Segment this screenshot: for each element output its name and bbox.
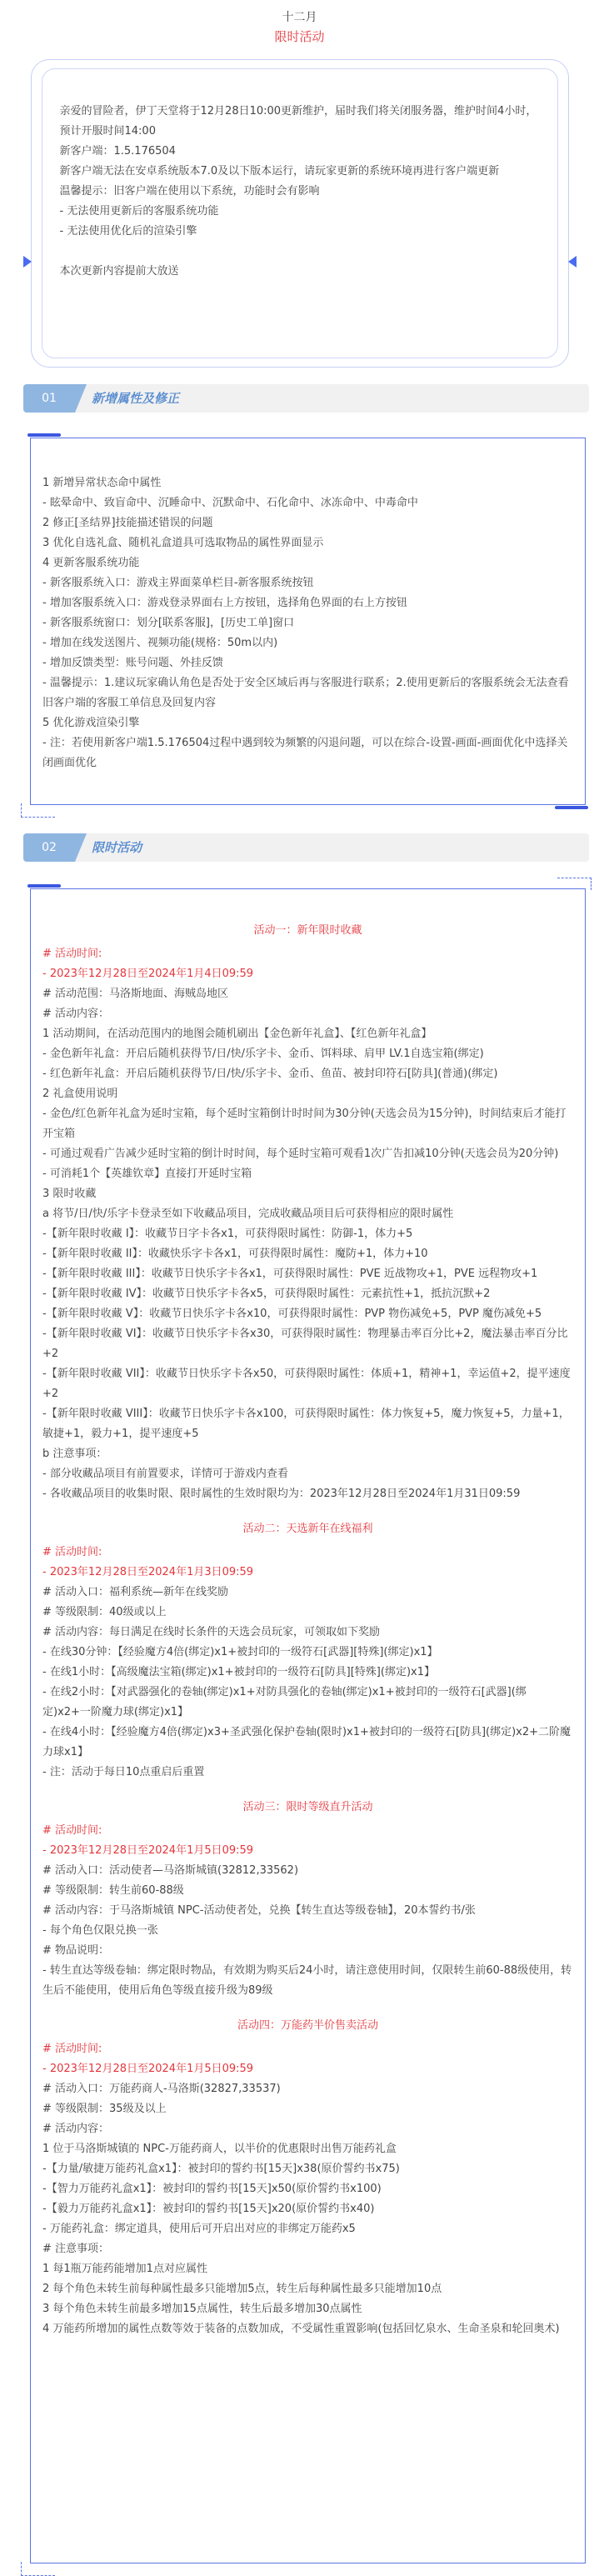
text-line: # 活动内容：于马洛斯城镇 NPC-活动使者处，兑换【转生直达等级卷轴】，20本誓约书/张 — [42, 1904, 476, 1917]
text-line: 新客户端：1.5.176504 — [59, 145, 176, 158]
text-line: -【新年限时收藏 V】：收藏节日快乐字卡各x10，可获得限时属性：PVP 物伤减免+5，PVP 魔伤减免+5 — [42, 1308, 542, 1320]
text-line: 2 修正[圣结界]技能描述错误的问题 — [42, 517, 213, 529]
page-subtitle: 限时活动 — [274, 29, 325, 44]
panel-dashed-decor — [557, 878, 592, 890]
text-line: -【新年限时收藏 VII】：收藏节日快乐字卡各x50，可获得限时属性：体质+1，精神+1，幸运值+2，提平速度+2 — [42, 1368, 571, 1400]
text-line: 1 新增异常状态命中属性 — [42, 477, 162, 489]
activity-title: 活动四：万能药半价售卖活动 — [237, 2019, 378, 2032]
text-line: - 无法使用更新后的客服系统功能 — [59, 205, 219, 218]
text-line: # 活动入口：福利系统—新年在线奖励 — [42, 1586, 229, 1598]
activity-block — [31, 1519, 585, 1783]
text-line: - 温馨提示：1.建议玩家确认角色是否处于安全区域后再与客服进行联系；2.使用更新后的客服系统会无法查看旧客户端的客服工单信息及回复内容 — [42, 677, 569, 709]
text-line: # 等级限制：35级及以上 — [42, 2103, 167, 2115]
activity-body — [31, 2039, 585, 2339]
text-line: 本次更新内容提前大放送 — [59, 265, 179, 278]
text-line: # 注意事项： — [42, 2243, 110, 2255]
text-line: -【新年限时收藏 VI】：收藏节日快乐字卡各x30，可获得限时属性：物理暴击率百分比+2，魔法暴击率百分比+2 — [42, 1328, 568, 1360]
text-line: - 部分收藏品项目有前置要求，详情可于游戏内查看 — [42, 1468, 288, 1480]
text-line: # 活动内容： — [42, 2123, 110, 2135]
activity-time: - 2023年12月28日至2024年1月5日09:59 — [42, 2063, 254, 2075]
text-line: -【新年限时收藏 III】：收藏节日快乐字卡各x1，可获得限时属性：PVE 近战物攻+1，PVE 远程物攻+1 — [42, 1268, 538, 1280]
text-line: -【智力万能药礼盒x1】：被封印的誓约书[15天]x50(原价誓约书x100) — [42, 2183, 382, 2195]
text-line: - 增加客服系统入口：游戏登录界面右上方按钮，选择角色界面的右上方按钮 — [42, 597, 407, 609]
text-line: -【新年限时收藏 I】：收藏节日字卡各x1，可获得限时属性：防御-1，体力+5 — [42, 1228, 413, 1240]
activity-time: - 2023年12月28日至2024年1月4日09:59 — [42, 968, 254, 980]
text-line: - 金色/红色新年礼盒为延时宝箱，每个延时宝箱倒计时时间为30分钟(天选会员为15分钟)，时间结束后才能打开宝箱 — [42, 1108, 567, 1140]
activity-body — [31, 1543, 585, 1783]
right-arrow-icon — [568, 256, 577, 268]
section-panel-2 — [30, 888, 586, 2563]
text-line: - 可消耗1个【英雄钦章】直接打开延时宝箱 — [42, 1168, 252, 1180]
text-line: 3 每个角色未转生前最多增加15点属性，转生后最多增加30点属性 — [42, 2303, 362, 2315]
text-line: - 万能药礼盒：绑定道具，使用后可开启出对应的非绑定万能药x5 — [42, 2223, 356, 2235]
text-line: -【力量/敏捷万能药礼盒x1】：被封印的誓约书[15天]x38(原价誓约书x75) — [42, 2163, 400, 2175]
activity-block — [31, 1798, 585, 2001]
text-line: -【毅力万能药礼盒x1】：被封印的誓约书[15天]x20(原价誓约书x40) — [42, 2203, 375, 2215]
panel-corner-decor — [27, 433, 61, 437]
activity-body — [31, 1821, 585, 2001]
panel-dashed-decor — [21, 803, 55, 818]
text-line: - 每个角色仅限兑换一张 — [42, 1924, 158, 1937]
text-line: # 活动内容：每日满足在线时长条件的天选会员玩家，可领取如下奖励 — [42, 1626, 381, 1638]
section-header-2 — [23, 833, 589, 862]
text-line: b 注意事项： — [42, 1448, 107, 1460]
text-line: 4 更新客服系统功能 — [42, 557, 140, 569]
notice-text — [60, 102, 543, 282]
activity-block — [31, 921, 585, 1504]
activity-time-label: # 活动时间: — [42, 1824, 102, 1837]
activity-time-label: # 活动时间: — [42, 948, 102, 960]
left-arrow-icon — [23, 256, 32, 268]
month-title: 十二月 — [282, 11, 317, 24]
text-line — [60, 242, 543, 262]
text-line: 新客户端无法在安卓系统版本7.0及以下版本运行，请玩家更新的系统环境再进行客户端更新 — [59, 165, 500, 178]
panel-corner-decor — [555, 806, 588, 809]
page-header — [0, 0, 599, 47]
text-line: -【新年限时收藏 II】：收藏快乐字卡各x1，可获得限时属性：魔防+1，体力+10 — [42, 1248, 428, 1260]
text-line: # 物品说明： — [42, 1944, 110, 1957]
text-line: # 活动内容： — [42, 1008, 110, 1020]
section-title: 新增属性及修正 — [92, 391, 180, 406]
text-line: a 将节/日/快/乐字卡登录至如下收藏品项目，完成收藏品项目后可获得相应的限时属性 — [42, 1208, 454, 1220]
activity-body — [31, 944, 585, 1504]
activity-time: - 2023年12月28日至2024年1月5日09:59 — [42, 1844, 254, 1857]
panel-dashed-decor — [21, 2562, 55, 2576]
section-title: 限时活动 — [92, 840, 142, 855]
text-line: 温馨提示：旧客户端在使用以下系统，功能时会有影响 — [59, 185, 320, 198]
text-line: - 红色新年礼盒：开启后随机获得节/日/快/乐字卡、金币、鱼苗、被封印符石[防具](普通)(绑定) — [42, 1068, 498, 1080]
section1-text — [31, 438, 585, 773]
text-line: 2 每个角色未转生前每种属性最多只能增加5点，转生后每种属性最多只能增加10点 — [42, 2283, 442, 2295]
text-line: 3 限时收藏 — [42, 1188, 97, 1200]
text-line: - 在线4小时：【经验魔方4倍(绑定)x3+圣武强化保护卷轴(限时)x1+被封印的一级符石[防具](绑定)x2+二阶魔力球x1】 — [42, 1726, 572, 1758]
section-number: 01 — [23, 384, 75, 413]
text-line: 1 位于马洛斯城镇的 NPC-万能药商人，以半价的优惠限时出售万能药礼盒 — [42, 2143, 397, 2155]
maintenance-notice — [31, 59, 569, 368]
text-line: - 增加在线发送图片、视频功能(规格：50m以内) — [42, 637, 278, 649]
activity-title: 活动二：天选新年在线福利 — [242, 1523, 373, 1535]
section-number: 02 — [23, 833, 75, 862]
text-line: - 新客服系统窗口：划分[联系客服]，[历史工单]窗口 — [42, 617, 295, 629]
text-line: 1 每1瓶万能药能增加1点对应属性 — [42, 2263, 207, 2275]
text-line: 3 优化自选礼盒、随机礼盒道具可选取物品的属性界面显示 — [42, 537, 324, 549]
text-line: - 在线2小时：【对武器强化的卷轴(绑定)x1+对防具强化的卷轴(绑定)x1+被封印的一级符石[武器](绑定)x2+一阶魔力球(绑定)x1】 — [42, 1686, 527, 1718]
activity-title: 活动三：限时等级直升活动 — [242, 1801, 373, 1813]
section-header-1 — [23, 384, 589, 413]
activity-time-label: # 活动时间: — [42, 2043, 102, 2055]
text-line: -【新年限时收藏 IV】：收藏节日快乐字卡各x5，可获得限时属性：元素抗性+1，抵抗沉默+2 — [42, 1288, 491, 1300]
text-line: # 等级限制：转生前60-88级 — [42, 1884, 184, 1897]
text-line: - 金色新年礼盒：开启后随机获得节/日/快/乐字卡、金币、饵料球、肩甲 LV.1自选宝箱(绑定) — [42, 1048, 484, 1060]
text-line: - 增加反馈类型：账号问题、外挂反馈 — [42, 657, 223, 669]
text-line: - 新客服系统入口：游戏主界面菜单栏目-新客服系统按钮 — [42, 577, 314, 589]
text-line: 2 礼盒使用说明 — [42, 1088, 118, 1100]
text-line: - 注：若使用新客户端1.5.176504过程中遇到较为频繁的闪退问题，可以在综合-设置-画面-画面优化中选择关闭画面优化 — [42, 737, 568, 769]
activity-title: 活动一：新年限时收藏 — [253, 924, 362, 937]
text-line: 5 优化游戏渲染引擎 — [42, 717, 140, 729]
activities-list — [31, 889, 585, 2339]
text-line: # 活动入口：活动使者—马洛斯城镇(32812,33562) — [42, 1864, 299, 1877]
text-line: # 等级限制：40级或以上 — [42, 1606, 167, 1618]
text-line: - 在线1小时：【高级魔法宝箱(绑定)x1+被封印的一级符石[防具][特殊](绑定)x1】 — [42, 1666, 435, 1678]
text-line: # 活动入口：万能药商人-马洛斯(32827,33537) — [42, 2083, 281, 2095]
text-line: - 转生直达等级卷轴：绑定限时物品，有效期为购买后24小时，请注意使用时间，仅限转生前60-88级使用，转生后不能使用，使用后角色等级直接升级为89级 — [42, 1964, 572, 1997]
text-line: - 注：活动于每日10点重启后重置 — [42, 1766, 205, 1778]
text-line: - 各收藏品项目的收集时限、限时属性的生效时限均为：2023年12月28日至2024年1月31日09:59 — [42, 1488, 521, 1500]
text-line: 亲爱的冒险者，伊丁天堂将于12月28日10:00更新维护，届时我们将关闭服务器，维护时间4小时，预计开服时间14:00 — [59, 105, 537, 138]
text-line: 4 万能药所增加的属性点数等效于装备的点数加成，不受属性重置影响(包括回忆泉水、生命圣泉和轮回奥术) — [42, 2323, 560, 2335]
panel-corner-decor — [27, 884, 61, 888]
activity-time-label: # 活动时间: — [42, 1546, 102, 1558]
text-line: 1 活动期间，在活动范围内的地图会随机刷出【金色新年礼盒】、【红色新年礼盒】 — [42, 1028, 432, 1040]
text-line: - 眩晕命中、致盲命中、沉睡命中、沉默命中、石化命中、冰冻命中、中毒命中 — [42, 497, 418, 509]
text-line: -【新年限时收藏 VIII】：收藏节日快乐字卡各x100，可获得限时属性：体力恢复+5，魔力恢复+5，力量+1，敏捷+1，毅力+1，提平速度+5 — [42, 1408, 570, 1440]
text-line: - 可通过观看广告减少延时宝箱的倒计时时间，每个延时宝箱可观看1次广告扣减10分钟(天选会员为20分钟) — [42, 1148, 559, 1160]
text-line: # 活动范围：马洛斯地面、海贼岛地区 — [42, 988, 229, 1000]
text-line: - 在线30分钟：【经验魔方4倍(绑定)x1+被封印的一级符石[武器][特殊](绑定)x1】 — [42, 1646, 438, 1658]
activity-block — [31, 2016, 585, 2339]
text-line: - 无法使用优化后的渲染引擎 — [59, 225, 197, 238]
activity-time: - 2023年12月28日至2024年1月3日09:59 — [42, 1566, 254, 1578]
section-panel-1 — [30, 438, 586, 805]
